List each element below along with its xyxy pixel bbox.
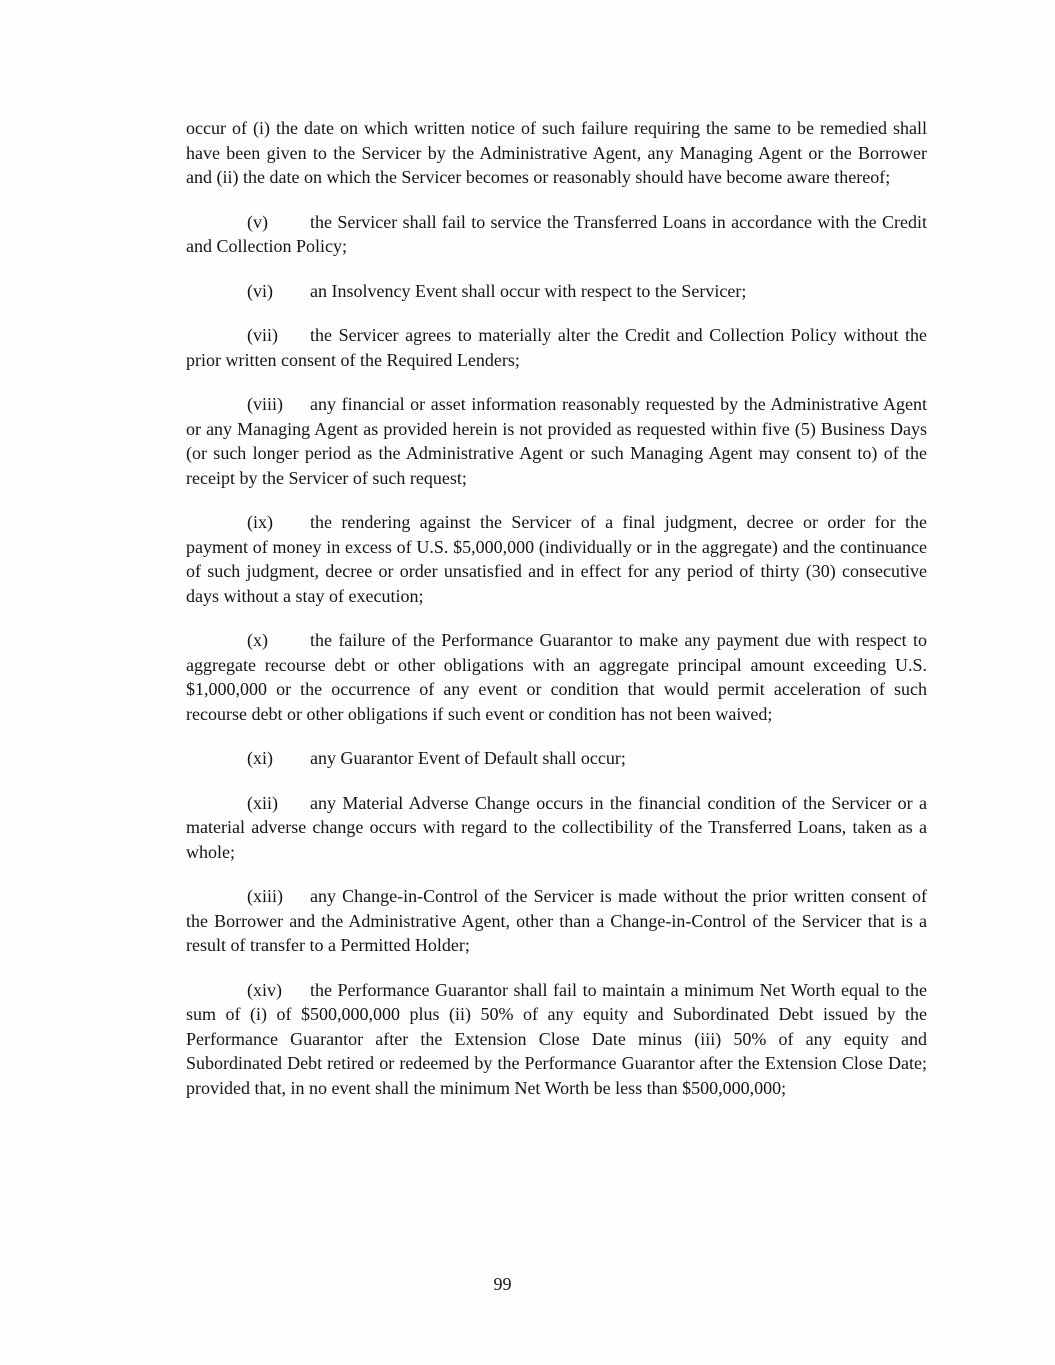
clause-label: (vii) — [247, 325, 278, 345]
clause-text: any financial or asset information reasonably requested by the Administrative Agent or any Managing Agent as provided herein is not provided as requested within five (5) Business Days (or such longer period as the Administrative Agent or such Managing Agent may consent to) of the receipt by the Servicer of such request; — [186, 394, 927, 488]
clause-label: (v) — [247, 211, 268, 232]
clause-xii — [186, 791, 927, 865]
page-number: 99 — [493, 1274, 512, 1294]
clause-vii — [186, 323, 927, 372]
clause-label: (xi) — [247, 748, 273, 768]
clause-text: any Material Adverse Change occurs in the financial condition of the Servicer or a material adverse change occurs with regard to the collectibility of the Transferred Loans, taken as a whole; — [186, 792, 927, 862]
clause-ix — [186, 510, 927, 608]
clause-viii — [186, 392, 927, 490]
document-body — [186, 116, 927, 1120]
clause-text: any Guarantor Event of Default shall occur; — [310, 748, 626, 768]
paragraph-continuation — [186, 116, 927, 190]
clause-xiv — [186, 978, 927, 1101]
clause-label: (xiii) — [247, 886, 283, 906]
clause-text: the rendering against the Servicer of a final judgment, decree or order for the payment of money in excess of U.S. $5,000,000 (individually or in the aggregate) and the continuance of such judgment, decree or order unsatisfied and in effect for any period of thirty (30) consecutive days without a stay of execution; — [186, 512, 927, 606]
clause-xiii — [186, 884, 927, 958]
clause-label: (x) — [247, 630, 268, 650]
clause-label: (vi) — [247, 280, 273, 301]
clause-x — [186, 628, 927, 726]
clause-v — [186, 210, 927, 259]
clause-text: the Servicer shall fail to service the Transferred Loans in accordance with the Credit and Collection Policy; — [186, 211, 927, 256]
clause-vi — [186, 279, 927, 304]
clause-label: (ix) — [247, 512, 273, 532]
clause-text: the Servicer agrees to materially alter the Credit and Collection Policy without the prior written consent of the Required Lenders; — [186, 325, 927, 370]
clause-text: any Change-in-Control of the Servicer is made without the prior written consent of the Borrower and the Administrative Agent, other than a Change-in-Control of the Servicer that is a result of transfer to a Permitted Holder; — [186, 886, 927, 955]
clause-text: an Insolvency Event shall occur with respect to the Servicer; — [310, 280, 747, 301]
clause-label: (xii) — [247, 792, 278, 813]
clause-text: the Performance Guarantor shall fail to maintain a minimum Net Worth equal to the sum of (i) of $500,000,000 plus (ii) 50% of any equity and Subordinated Debt issued by the Performance Guarantor after the Extension Close Date minus (iii) 50% of any equity and Subordinated Debt retired or redeemed by the Performance Guarantor after the Extension Close Date; provided that, in no event shall the minimum Net Worth be less than $500,000,000; — [186, 979, 927, 1098]
clause-label: (viii) — [247, 394, 283, 414]
paragraph-text: occur of (i) the date on which written notice of such failure requiring the same to be remedied shall have been given to the Servicer by the Administrative Agent, any Managing Agent or the Borrower and (ii) the date on which the Servicer becomes or reasonably should have become aware thereof; — [186, 118, 927, 187]
clause-label: (xiv) — [247, 979, 282, 1000]
clause-text: the failure of the Performance Guarantor to make any payment due with respect to aggregate recourse debt or other obligations with an aggregate principal amount exceeding U.S. $1,000,000 or the occurrence of any event or condition that would permit acceleration of such recourse debt or other obligations if such event or condition has not been waived; — [186, 630, 927, 724]
clause-xi — [186, 746, 927, 771]
